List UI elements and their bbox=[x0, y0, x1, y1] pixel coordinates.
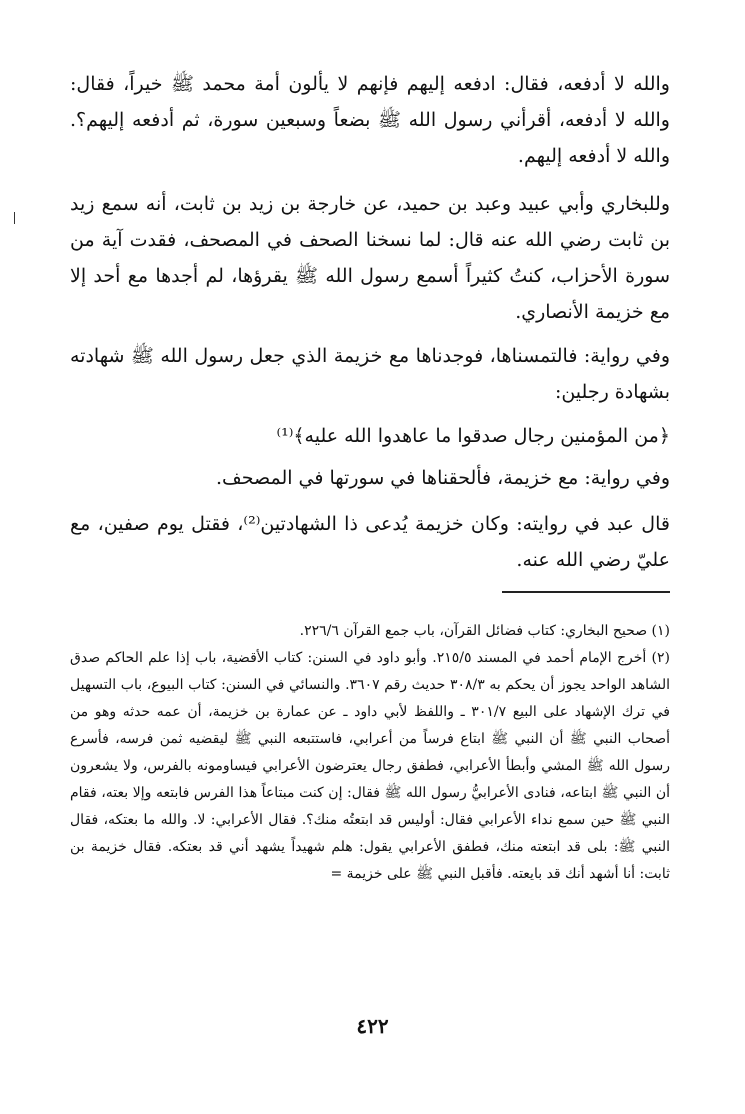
paragraph-6 bbox=[70, 506, 670, 578]
footnote-separator bbox=[502, 591, 670, 593]
footnote-2: (٢) أخرج الإمام أحمد في المسند ٢١٥/٥. وأبو داود في السنن: كتاب الأقضية، باب إذا علم الحاكم صدق الشاهد الواحد يجوز أن يحكم به ٣٠٨/٣ حديث رقم ٣٦٠٧. والنسائي في السنن: كتاب البيوع، باب التسهيل في ترك الإشهاد على البيع ٣٠١/٧ ـ واللفظ لأبي داود ـ عن عمارة بن خزيمة، أن عمه حدثه وهو من أصحاب النبي ﷺ أن النبي ﷺ ابتاع فرساً من أعرابي، فاستتبعه النبي ﷺ ليقضيه ثمن فرسه، فأسرع رسول الله ﷺ المشي وأبطأ الأعرابي، فطفق رجال يعترضون الأعرابي فيساومونه بالفرس، ولا يشعرون أن النبي ﷺ ابتاعه، فنادى الأعرابيُّ رسول الله ﷺ فقال: إن كنت مبتاعاً هذا الفرس فابتعه وإلا بعته، فقام النبي ﷺ حين سمع نداء الأعرابي فقال: أوليس قد ابتعتُه منك؟. فقال الأعرابي: لا. والله ما بعتكه، فقال النبي ﷺ: بلى قد ابتعته منك، فطفق الأعرابي يقول: هلم شهيداً يشهد أني قد بعتكه. فقال خزيمة بن ثابت: أنا أشهد أنك قد بايعته. فأقبل النبي ﷺ على خزيمة = bbox=[70, 650, 671, 882]
paragraph-5 bbox=[70, 460, 670, 496]
paragraph-1 bbox=[70, 66, 670, 174]
footnotes bbox=[70, 618, 670, 888]
margin-mark bbox=[14, 212, 15, 224]
paragraph-text: وللبخاري وأبي عبيد وعبد بن حميد، عن خارجة بن زيد بن ثابت، أنه سمع زيد بن ثابت رضي الله عنه قال: لما نسخنا الصحف في المصحف، فقدت آية من سورة الأحزاب، كنتُ كثيراً أسمع رسول الله ﷺ يقرؤها، لم أجدها مع أحد إلا مع خزيمة الأنصاري. bbox=[70, 193, 670, 323]
page-number: ٤٢٢ bbox=[356, 1014, 389, 1038]
paragraph-text: قال عبد في روايته: وكان خزيمة يُدعى ذا الشهادتين⁽²⁾، فقتل يوم صفين، مع عليّ رضي الله عنه. bbox=[70, 513, 670, 571]
paragraph-text: وفي رواية: مع خزيمة، فألحقناها في سورتها في المصحف. bbox=[216, 467, 670, 489]
paragraph-text: والله لا أدفعه، فقال: ادفعه إليهم فإنهم لا يألون أمة محمد ﷺ خيراً، فقال: والله لا أدفعه، أقرأني رسول الله ﷺ بضعاً وسبعين سورة، ثم أدفعه إليهم؟. والله لا أدفعه إليهم. bbox=[70, 73, 670, 167]
paragraph-3 bbox=[70, 338, 670, 410]
paragraph-text: وفي رواية: فالتمسناها، فوجدناها مع خزيمة الذي جعل رسول الله ﷺ شهادته بشهادة رجلين: bbox=[70, 345, 670, 403]
verse-text: ﴿من المؤمنين رجال صدقوا ما عاهدوا الله عليه﴾⁽¹⁾ bbox=[276, 425, 670, 447]
footnote-1: (١) صحيح البخاري: كتاب فضائل القرآن، باب جمع القرآن ٢٢٦/٦. bbox=[299, 623, 670, 639]
paragraph-2 bbox=[70, 186, 670, 330]
quran-verse bbox=[70, 418, 670, 454]
